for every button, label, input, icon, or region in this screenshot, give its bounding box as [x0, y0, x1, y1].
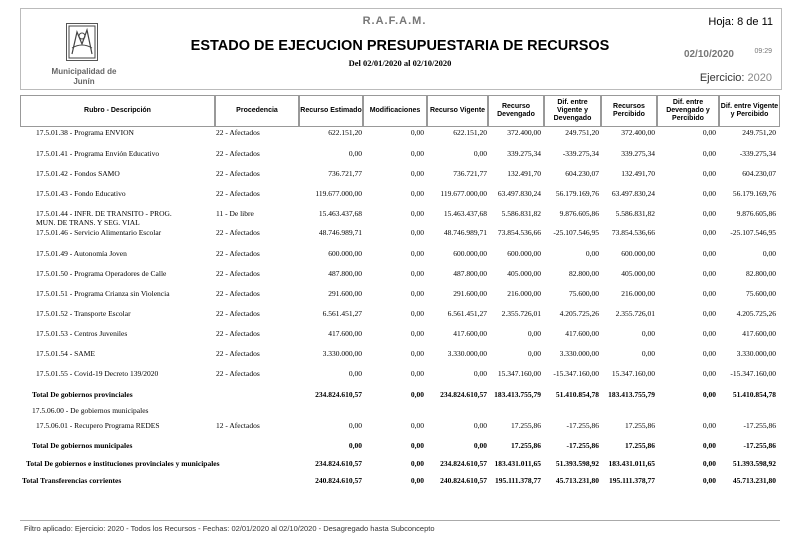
- row-procedencia: 22 - Afectados: [216, 309, 260, 318]
- value-cell: 15.347.160,00: [497, 369, 541, 378]
- value-cell: -17.255,86: [566, 421, 599, 430]
- col-header-procedencia: Procedencia: [215, 95, 299, 127]
- value-cell: 216.000,00: [621, 289, 655, 298]
- col-header-dif-vig-perc: Dif. entre Vigente y Percibido: [719, 95, 780, 127]
- value-cell: 0,00: [762, 249, 776, 258]
- municipality-name: [20, 67, 148, 87]
- value-cell: 240.824.610,57: [440, 476, 487, 485]
- total-label: Total De gobiernos provinciales: [32, 390, 133, 399]
- value-cell: 417.600,00: [565, 329, 599, 338]
- value-cell: -15.347.160,00: [730, 369, 776, 378]
- value-cell: 339.275,34: [621, 149, 655, 158]
- value-cell: 56.179.169,76: [555, 189, 599, 198]
- value-cell: 234.824.610,57: [440, 459, 487, 468]
- value-cell: 132.491,70: [621, 169, 655, 178]
- value-cell: -339.275,34: [739, 149, 776, 158]
- value-cell: 291.600,00: [328, 289, 362, 298]
- value-cell: 4.205.725,26: [559, 309, 599, 318]
- value-cell: 234.824.610,57: [440, 390, 487, 399]
- value-cell: 0,00: [702, 149, 716, 158]
- row-procedencia: 22 - Afectados: [216, 249, 260, 258]
- value-cell: 0,00: [702, 209, 716, 218]
- value-cell: 291.600,00: [453, 289, 487, 298]
- value-cell: 0,00: [410, 329, 424, 338]
- row-procedencia: 22 - Afectados: [216, 369, 260, 378]
- col-header-modificaciones: Modificaciones: [363, 95, 427, 127]
- value-cell: 63.497.830,24: [497, 189, 541, 198]
- value-cell: 183.431.011,65: [494, 459, 541, 468]
- value-cell: 604.230,07: [742, 169, 776, 178]
- value-cell: 0,00: [410, 128, 424, 137]
- municipality-logo: [66, 23, 98, 61]
- row-procedencia: 22 - Afectados: [216, 289, 260, 298]
- value-cell: 622.151,20: [453, 128, 487, 137]
- footer-divider: [20, 520, 780, 521]
- row-procedencia: 22 - Afectados: [216, 169, 260, 178]
- value-cell: 183.413.755,79: [608, 390, 655, 399]
- value-cell: 17.255,86: [625, 441, 655, 450]
- value-cell: 0,00: [527, 329, 541, 338]
- value-cell: 600.000,00: [328, 249, 362, 258]
- value-cell: 417.600,00: [328, 329, 362, 338]
- value-cell: 0,00: [410, 169, 424, 178]
- value-cell: 4.205.725,26: [736, 309, 776, 318]
- row-description: 17.5.01.53 - Centros Juveniles: [36, 329, 128, 338]
- report-title: ESTADO DE EJECUCION PRESUPUESTARIA DE RECURSOS: [190, 38, 610, 54]
- value-cell: 234.824.610,57: [315, 390, 362, 399]
- value-cell: 0,00: [410, 209, 424, 218]
- row-procedencia: 22 - Afectados: [216, 189, 260, 198]
- col-header-rubro: Rubro - Descripción: [20, 95, 215, 127]
- row-description: 17.5.01.52 - Transporte Escolar: [36, 309, 131, 318]
- exercise: [700, 72, 772, 84]
- value-cell: 0,00: [702, 169, 716, 178]
- value-cell: 0,00: [702, 369, 716, 378]
- row-procedencia: 22 - Afectados: [216, 228, 260, 237]
- row-description: 17.5.01.51 - Programa Crianza sin Violencia: [36, 289, 170, 298]
- value-cell: 0,00: [348, 441, 362, 450]
- value-cell: 183.413.755,79: [494, 390, 541, 399]
- value-cell: 45.713.231,80: [732, 476, 776, 485]
- value-cell: 0,00: [410, 390, 424, 399]
- value-cell: 0,00: [702, 349, 716, 358]
- value-cell: 405.000,00: [507, 269, 541, 278]
- value-cell: 0,00: [702, 329, 716, 338]
- value-cell: 0,00: [702, 421, 716, 430]
- value-cell: 487.800,00: [453, 269, 487, 278]
- value-cell: 417.600,00: [453, 329, 487, 338]
- value-cell: 0,00: [641, 349, 655, 358]
- value-cell: 3.330.000,00: [447, 349, 487, 358]
- value-cell: 9.876.605,86: [559, 209, 599, 218]
- value-cell: 0,00: [410, 309, 424, 318]
- value-cell: 195.111.378,77: [494, 476, 541, 485]
- value-cell: 604.230,07: [565, 169, 599, 178]
- value-cell: 0,00: [702, 390, 716, 399]
- value-cell: 736.721,77: [453, 169, 487, 178]
- value-cell: 0,00: [527, 349, 541, 358]
- value-cell: 82.800,00: [746, 269, 776, 278]
- row-description: 17.5.01.55 - Covid-19 Decreto 139/2020: [36, 369, 159, 378]
- row-description: 17.5.01.38 - Programa ENVION: [36, 128, 134, 137]
- value-cell: 48.746.989,71: [318, 228, 362, 237]
- value-cell: 0,00: [348, 369, 362, 378]
- value-cell: 17.255,86: [511, 421, 541, 430]
- row-description-cont: MUN. DE TRANS. Y SEG. VIAL: [36, 218, 140, 227]
- value-cell: 0,00: [410, 459, 424, 468]
- filter-footer: Filtro aplicado: Ejercicio: 2020 - Todos los Recursos - Fechas: 02/01/2020 al 02/10/2020 - Desagregado hasta Subconcepto: [24, 524, 435, 533]
- value-cell: -17.255,86: [743, 441, 776, 450]
- value-cell: 0,00: [410, 228, 424, 237]
- report-time: 09:29: [754, 48, 772, 55]
- value-cell: 5.586.831,82: [615, 209, 655, 218]
- row-description: 17.5.01.41 - Programa Envión Educativo: [36, 149, 160, 158]
- system-name: R.A.F.A.M.: [362, 15, 427, 27]
- value-cell: 0,00: [410, 149, 424, 158]
- value-cell: 6.561.451,27: [447, 309, 487, 318]
- value-cell: 487.800,00: [328, 269, 362, 278]
- col-header-dif-dev-perc: Dif. entre Devengado y Percibido: [657, 95, 719, 127]
- row-procedencia: 12 - Afectados: [216, 421, 260, 430]
- value-cell: 0,00: [473, 421, 487, 430]
- value-cell: 372.400,00: [507, 128, 541, 137]
- report-period: Del 02/01/2020 al 02/10/2020: [348, 58, 452, 68]
- value-cell: 240.824.610,57: [315, 476, 362, 485]
- municipality-line2: Junín: [73, 77, 95, 86]
- value-cell: 216.000,00: [507, 289, 541, 298]
- value-cell: -25.107.546,95: [553, 228, 599, 237]
- value-cell: -17.255,86: [566, 441, 599, 450]
- value-cell: 372.400,00: [621, 128, 655, 137]
- municipality-line1: Municipalidad de: [51, 67, 117, 76]
- col-header-devengado: Recurso Devengado: [488, 95, 544, 127]
- report-date: 02/10/2020: [683, 49, 734, 60]
- value-cell: 0,00: [473, 149, 487, 158]
- row-description: 17.5.01.42 - Fondos SAMO: [36, 169, 120, 178]
- row-description: 17.5.01.44 - INFR. DE TRANSITO - PROG.: [36, 209, 172, 218]
- value-cell: 0,00: [410, 441, 424, 450]
- value-cell: -17.255,86: [743, 421, 776, 430]
- value-cell: 75.600,00: [746, 289, 776, 298]
- value-cell: 195.111.378,77: [608, 476, 655, 485]
- value-cell: 119.677.000,00: [440, 189, 487, 198]
- value-cell: 0,00: [348, 149, 362, 158]
- exercise-value: 2020: [747, 72, 772, 84]
- row-procedencia: 22 - Afectados: [216, 349, 260, 358]
- value-cell: 51.393.598,92: [732, 459, 776, 468]
- total-label: Total De gobiernos e instituciones provinciales y municipales: [26, 459, 220, 468]
- row-description: 17.5.01.50 - Programa Operadores de Calle: [36, 269, 167, 278]
- value-cell: 15.347.160,00: [611, 369, 655, 378]
- value-cell: 0,00: [410, 349, 424, 358]
- value-cell: 417.600,00: [742, 329, 776, 338]
- value-cell: 82.800,00: [569, 269, 599, 278]
- value-cell: 3.330.000,00: [559, 349, 599, 358]
- value-cell: 0,00: [410, 421, 424, 430]
- col-header-estimado: Recurso Estimado: [299, 95, 363, 127]
- value-cell: 405.000,00: [621, 269, 655, 278]
- value-cell: 0,00: [410, 189, 424, 198]
- value-cell: 3.330.000,00: [736, 349, 776, 358]
- value-cell: 0,00: [702, 289, 716, 298]
- value-cell: 0,00: [410, 476, 424, 485]
- value-cell: 63.497.830,24: [611, 189, 655, 198]
- value-cell: 0,00: [702, 249, 716, 258]
- row-description: 17.5.01.54 - SAME: [36, 349, 95, 358]
- value-cell: 600.000,00: [453, 249, 487, 258]
- value-cell: 17.255,86: [511, 441, 541, 450]
- total-label: Total De gobiernos municipales: [32, 441, 133, 450]
- row-procedencia: 22 - Afectados: [216, 269, 260, 278]
- value-cell: 736.721,77: [328, 169, 362, 178]
- col-header-vigente: Recurso Vigente: [427, 95, 488, 127]
- value-cell: 0,00: [702, 189, 716, 198]
- value-cell: -25.107.546,95: [730, 228, 776, 237]
- value-cell: 51.410.854,78: [732, 390, 776, 399]
- value-cell: 0,00: [410, 369, 424, 378]
- value-cell: 0,00: [585, 249, 599, 258]
- value-cell: 0,00: [702, 128, 716, 137]
- row-procedencia: 22 - Afectados: [216, 128, 260, 137]
- value-cell: 3.330.000,00: [322, 349, 362, 358]
- value-cell: 600.000,00: [507, 249, 541, 258]
- value-cell: 45.713.231,80: [555, 476, 599, 485]
- row-description: 17.5.01.46 - Servicio Alimentario Escolar: [36, 228, 162, 237]
- value-cell: 234.824.610,57: [315, 459, 362, 468]
- value-cell: -339.275,34: [562, 149, 599, 158]
- value-cell: 56.179.169,76: [732, 189, 776, 198]
- row-description: 17.5.01.43 - Fondo Educativo: [36, 189, 126, 198]
- value-cell: 600.000,00: [621, 249, 655, 258]
- page-number: Hoja: 8 de 11: [708, 16, 773, 28]
- value-cell: 2.355.726,01: [501, 309, 541, 318]
- value-cell: 0,00: [702, 228, 716, 237]
- row-description: 17.5.01.49 - Autonomía Joven: [36, 249, 127, 258]
- value-cell: 339.275,34: [507, 149, 541, 158]
- value-cell: -15.347.160,00: [553, 369, 599, 378]
- col-header-percibido: Recursos Percibido: [601, 95, 657, 127]
- value-cell: 48.746.989,71: [443, 228, 487, 237]
- row-description: 17.5.06.01 - Recupero Programa REDES: [36, 421, 160, 430]
- value-cell: 73.854.536,66: [611, 228, 655, 237]
- value-cell: 0,00: [410, 269, 424, 278]
- value-cell: 73.854.536,66: [497, 228, 541, 237]
- value-cell: 0,00: [410, 289, 424, 298]
- value-cell: 0,00: [702, 309, 716, 318]
- value-cell: 0,00: [702, 441, 716, 450]
- value-cell: 0,00: [702, 476, 716, 485]
- value-cell: 183.431.011,65: [608, 459, 655, 468]
- value-cell: 15.463.437,68: [318, 209, 362, 218]
- value-cell: 15.463.437,68: [443, 209, 487, 218]
- value-cell: 17.255,86: [625, 421, 655, 430]
- value-cell: 249.751,20: [742, 128, 776, 137]
- value-cell: 0,00: [702, 459, 716, 468]
- value-cell: 622.151,20: [328, 128, 362, 137]
- value-cell: 0,00: [473, 441, 487, 450]
- total-label: Total Transferencias corrientes: [22, 476, 122, 485]
- value-cell: 132.491,70: [507, 169, 541, 178]
- value-cell: 5.586.831,82: [501, 209, 541, 218]
- value-cell: 0,00: [641, 329, 655, 338]
- col-header-dif-vig-dev: Dif. entre Vigente y Devengado: [544, 95, 601, 127]
- value-cell: 0,00: [410, 249, 424, 258]
- row-procedencia: 22 - Afectados: [216, 329, 260, 338]
- value-cell: 0,00: [473, 369, 487, 378]
- value-cell: 6.561.451,27: [322, 309, 362, 318]
- row-procedencia: 22 - Afectados: [216, 149, 260, 158]
- group-header: 17.5.06.00 - De gobiernos municipales: [32, 406, 149, 415]
- value-cell: 9.876.605,86: [736, 209, 776, 218]
- value-cell: 2.355.726,01: [615, 309, 655, 318]
- exercise-label: Ejercicio:: [699, 72, 745, 84]
- value-cell: 249.751,20: [565, 128, 599, 137]
- value-cell: 0,00: [702, 269, 716, 278]
- value-cell: 119.677.000,00: [315, 189, 362, 198]
- row-procedencia: 11 - De libre: [216, 209, 254, 218]
- value-cell: 75.600,00: [569, 289, 599, 298]
- value-cell: 0,00: [348, 421, 362, 430]
- value-cell: 51.393.598,92: [555, 459, 599, 468]
- value-cell: 51.410.854,78: [555, 390, 599, 399]
